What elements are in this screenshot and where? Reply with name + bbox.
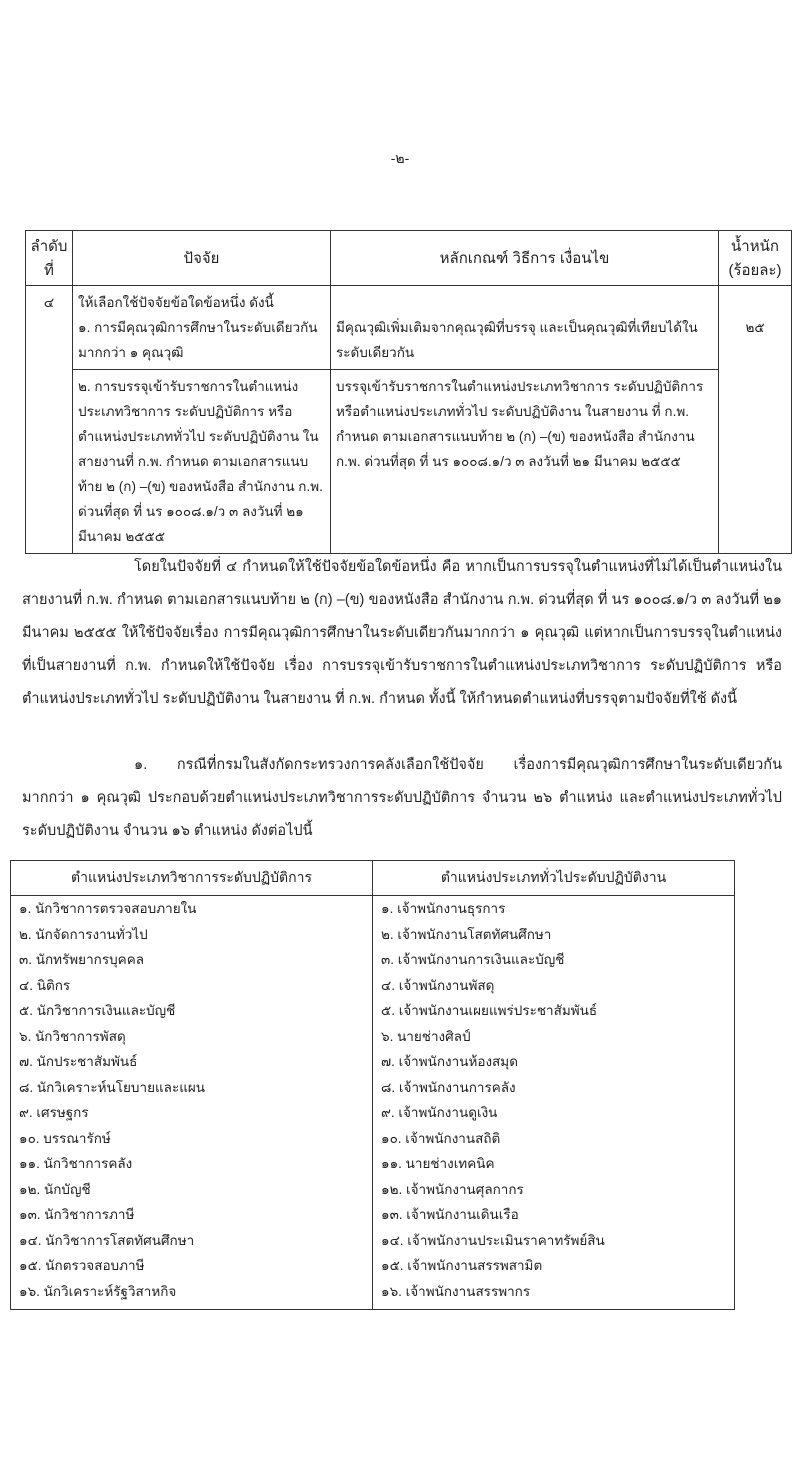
academic-position-cell: ๑๓. นักวิชาการภาษี xyxy=(11,1202,373,1228)
factor-cell xyxy=(73,286,331,370)
paragraph-1: โดยในปัจจัยที่ ๔ กำหนดให้ใช้ปัจจัยข้อใดข้อหนึ่ง คือ หากเป็นการบรรจุในตำแหน่งที่ไม่ได้เป็นตำแหน่งในสายงานที่ ก.พ. กำหนด ตามเอกสารแนบท้าย ๒ (ก) –(ข) ของหนังสือ สำนักงาน ก.พ. ด่วนที่สุด ที่ นร ๑๐๐๘.๑/ว ๓ ลงวันที่ ๒๑ มีนาคม ๒๕๕๕ ให้ใช้ปัจจัยเรื่อง การมีคุณวุฒิการศึกษาในระดับเดียวกันมากกว่า ๑ คุณวุฒิ แต่หากเป็นการบรรจุในตำแหน่งที่เป็นสายงานที่ ก.พ. กำหนดให้ใช้ปัจจัย เรื่อง การบรรจุเข้ารับราชการในตำแหน่งประเภทวิชาการ ระดับปฏิบัติการ หรือตำแหน่งประเภททั่วไป ระดับปฏิบัติงาน ในสายงาน ที่ ก.พ. กำหนด ทั้งนี้ ให้กำหนดตำแหน่งที่บรรจุตามปัจจัยที่ใช้ ดังนี้ xyxy=(22,559,782,707)
table-row xyxy=(11,973,735,999)
order-cell: ๔ xyxy=(26,286,73,554)
academic-position-cell: ๙. เศรษฐกร xyxy=(11,1100,373,1126)
academic-position-cell: ๖. นักวิชาการพัสดุ xyxy=(11,1024,373,1050)
general-position-cell: ๙. เจ้าพนักงานดูเงิน xyxy=(373,1100,735,1126)
table-row xyxy=(26,286,792,370)
header-factor: ปัจจัย xyxy=(73,231,331,286)
table-row xyxy=(11,1049,735,1075)
positions-table xyxy=(10,860,735,1310)
table-row xyxy=(11,1177,735,1203)
table-row xyxy=(11,1151,735,1177)
general-position-cell: ๑. เจ้าพนักงานธุรการ xyxy=(373,896,735,922)
general-position-cell: ๗. เจ้าพนักงานห้องสมุด xyxy=(373,1049,735,1075)
table-row xyxy=(26,370,792,554)
academic-position-cell: ๔. นิติกร xyxy=(11,973,373,999)
general-position-cell: ๔. เจ้าพนักงานพัสดุ xyxy=(373,973,735,999)
academic-position-cell: ๑๐. บรรณารักษ์ xyxy=(11,1126,373,1152)
table-header-row xyxy=(26,231,792,286)
table-row xyxy=(11,922,735,948)
academic-position-cell: ๓. นักทรัพยากรบุคคล xyxy=(11,947,373,973)
weight-cell: ๒๕ xyxy=(719,286,792,554)
header-general: ตำแหน่งประเภททั่วไประดับปฏิบัติงาน xyxy=(373,861,735,896)
academic-position-cell: ๑๖. นักวิเคราะห์รัฐวิสาหกิจ xyxy=(11,1279,373,1310)
general-position-cell: ๑๒. เจ้าพนักงานศุลกากร xyxy=(373,1177,735,1203)
table-row xyxy=(11,1024,735,1050)
table-row xyxy=(11,947,735,973)
table-row xyxy=(11,1100,735,1126)
criteria-cell: บรรจุเข้ารับราชการในตำแหน่งประเภทวิชาการ ระดับปฏิบัติการ หรือตำแหน่งประเภททั่วไป ระดับปฏิบัติงาน ในสายงาน ที่ ก.พ. กำหนด ตามเอกสารแนบท้าย ๒ (ก) –(ข) ของหนังสือ สำนักงาน ก.พ. ด่วนที่สุด ที่ นร ๑๐๐๘.๑/ว ๓ ลงวันที่ ๒๑ มีนาคม ๒๕๕๕ xyxy=(331,370,719,554)
academic-position-cell: ๑๔. นักวิชาการโสตทัศนศึกษา xyxy=(11,1228,373,1254)
general-position-cell: ๓. เจ้าพนักงานการเงินและบัญชี xyxy=(373,947,735,973)
paragraph-2: ๑. กรณีที่กรมในสังกัดกระทรวงการคลังเลือกใช้ปัจจัย เรื่องการมีคุณวุฒิการศึกษาในระดับเดียวกันมากกว่า ๑ คุณวุฒิ ประกอบด้วยตำแหน่งประเภทวิชาการระดับปฏิบัติการ จำนวน ๒๖ ตำแหน่ง และตำแหน่งประเภททั่วไประดับปฏิบัติงาน จำนวน ๑๖ ตำแหน่ง ดังต่อไปนี้ xyxy=(22,757,782,839)
table-row xyxy=(11,896,735,922)
table-row xyxy=(11,998,735,1024)
criteria-table xyxy=(25,230,792,554)
academic-position-cell: ๘. นักวิเคราะห์นโยบายและแผน xyxy=(11,1075,373,1101)
header-order: ลำดับที่ xyxy=(26,231,73,286)
academic-position-cell: ๑๒. นักบัญชี xyxy=(11,1177,373,1203)
table-row xyxy=(11,1279,735,1310)
general-position-cell: ๘. เจ้าพนักงานการคลัง xyxy=(373,1075,735,1101)
header-academic: ตำแหน่งประเภทวิชาการระดับปฏิบัติการ xyxy=(11,861,373,896)
academic-position-cell: ๗. นักประชาสัมพันธ์ xyxy=(11,1049,373,1075)
table-row xyxy=(11,1075,735,1101)
academic-position-cell: ๑๕. นักตรวจสอบภาษี xyxy=(11,1253,373,1279)
header-criteria: หลักเกณฑ์ วิธีการ เงื่อนไข xyxy=(331,231,719,286)
general-position-cell: ๖. นายช่างศิลป์ xyxy=(373,1024,735,1050)
academic-position-cell: ๑. นักวิชาการตรวจสอบภายใน xyxy=(11,896,373,922)
factor-cell: ๒. การบรรจุเข้ารับราชการในตำแหน่งประเภทวิชาการ ระดับปฏิบัติการ หรือตำแหน่งประเภททั่วไป ระดับปฏิบัติงาน ในสายงานที่ ก.พ. กำหนด ตามเอกสารแนบท้าย ๒ (ก) –(ข) ของหนังสือ สำนักงาน ก.พ. ด่วนที่สุด ที่ นร ๑๐๐๘.๑/ว ๓ ลงวันที่ ๒๑ มีนาคม ๒๕๕๕ xyxy=(73,370,331,554)
academic-position-cell: ๑๑. นักวิชาการคลัง xyxy=(11,1151,373,1177)
header-weight: น้ำหนัก (ร้อยละ) xyxy=(719,231,792,286)
table-row xyxy=(11,1126,735,1152)
academic-position-cell: ๒. นักจัดการงานทั่วไป xyxy=(11,922,373,948)
table-row xyxy=(11,1253,735,1279)
factor-intro: ให้เลือกใช้ปัจจัยข้อใดข้อหนึ่ง ดังนี้ xyxy=(78,295,274,310)
general-position-cell: ๑๔. เจ้าพนักงานประเมินราคาทรัพย์สิน xyxy=(373,1228,735,1254)
table-row xyxy=(11,1202,735,1228)
table-row xyxy=(11,1228,735,1254)
table-header-row xyxy=(11,861,735,896)
page-number: -๒- xyxy=(390,150,410,166)
general-position-cell: ๑๓. เจ้าพนักงานเดินเรือ xyxy=(373,1202,735,1228)
general-position-cell: ๒. เจ้าพนักงานโสตทัศนศึกษา xyxy=(373,922,735,948)
factor-text: ๑. การมีคุณวุฒิการศึกษาในระดับเดียวกันมากกว่า ๑ คุณวุฒิ xyxy=(78,320,318,360)
general-position-cell: ๑๑. นายช่างเทคนิค xyxy=(373,1151,735,1177)
general-position-cell: ๕. เจ้าพนักงานเผยแพร่ประชาสัมพันธ์ xyxy=(373,998,735,1024)
general-position-cell: ๑๕. เจ้าพนักงานสรรพสามิต xyxy=(373,1253,735,1279)
general-position-cell: ๑๐. เจ้าพนักงานสถิติ xyxy=(373,1126,735,1152)
criteria-cell: มีคุณวุฒิเพิ่มเติมจากคุณวุฒิที่บรรจุ และเป็นคุณวุฒิที่เทียบได้ในระดับเดียวกัน xyxy=(331,286,719,370)
academic-position-cell: ๕. นักวิชาการเงินและบัญชี xyxy=(11,998,373,1024)
general-position-cell: ๑๖. เจ้าพนักงานสรรพากร xyxy=(373,1279,735,1310)
